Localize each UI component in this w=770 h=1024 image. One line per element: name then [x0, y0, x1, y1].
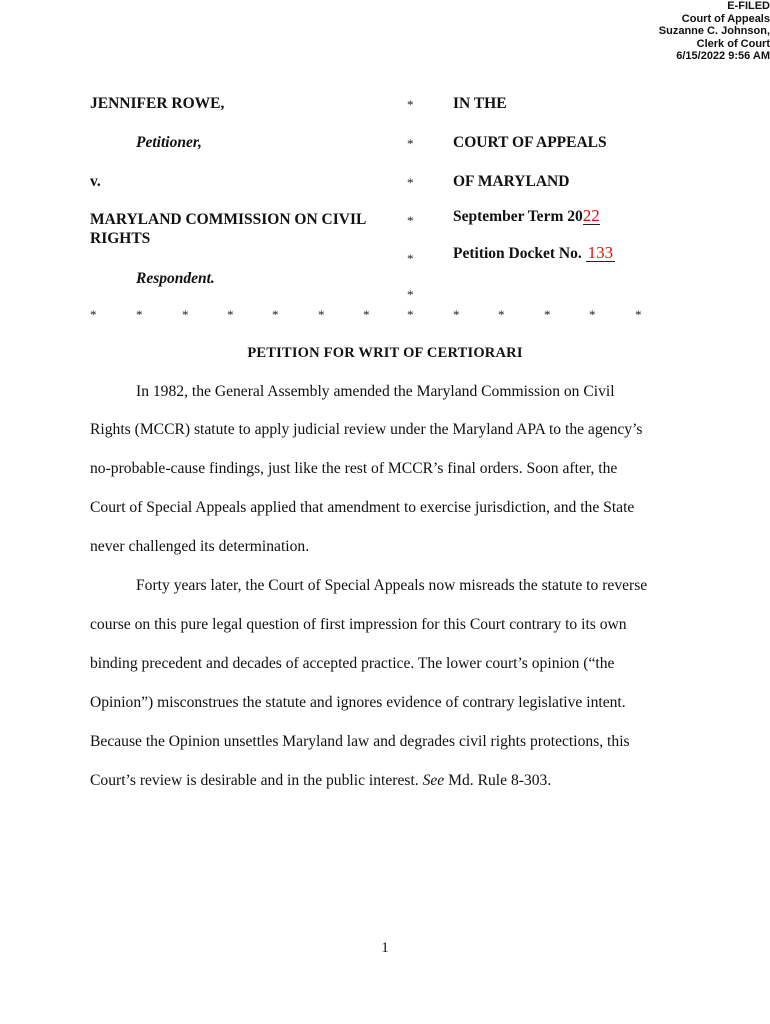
petitioner-role: Petitioner,: [136, 134, 202, 151]
body-line: course on this pure legal question of first impression for this Court contrary to its own: [90, 616, 627, 633]
term-prefix: September Term 20: [453, 208, 583, 225]
page-number: 1: [381, 940, 389, 956]
caption-star: *: [407, 175, 414, 190]
body-line: Forty years later, the Court of Special Appeals now misreads the statute to reverse: [136, 577, 648, 594]
respondent-role: Respondent.: [136, 270, 215, 287]
docket-prefix: Petition Docket No.: [453, 245, 582, 262]
caption-star: *: [407, 136, 414, 151]
caption-star: *: [407, 213, 414, 228]
separator-star: *: [544, 307, 551, 322]
efile-clerk-name: Suzanne C. Johnson,: [658, 25, 770, 37]
respondent-name-line1: MARYLAND COMMISSION ON CIVIL: [90, 211, 367, 228]
separator-star: *: [635, 307, 642, 322]
body-line-final: [90, 772, 551, 790]
separator-star: *: [363, 307, 370, 322]
separator-star: *: [90, 307, 97, 322]
court-line1: IN THE: [453, 95, 507, 112]
caption-star: *: [407, 287, 414, 302]
separator-star: *: [453, 307, 460, 322]
body-line: binding precedent and decades of accepted practice. The lower court’s opinion (“the: [90, 655, 615, 672]
separator-star: *: [182, 307, 189, 322]
separator-star: *: [227, 307, 234, 322]
body-line: Court of Special Appeals applied that amendment to exercise jurisdiction, and the State: [90, 499, 635, 516]
body-line: Opinion”) misconstrues the statute and ignores evidence of contrary legislative intent.: [90, 694, 626, 711]
caption-star: *: [407, 251, 414, 266]
document-title: PETITION FOR WRIT OF CERTIORARI: [247, 345, 523, 361]
efile-court: Court of Appeals: [681, 12, 770, 25]
body-line: In 1982, the General Assembly amended the Maryland Commission on Civil: [136, 383, 615, 400]
docket-number: 133: [587, 243, 614, 262]
see-signal: See: [422, 772, 445, 789]
separator-star: *: [498, 307, 505, 322]
court-line2: COURT OF APPEALS: [453, 134, 607, 151]
versus: v.: [90, 173, 101, 190]
rule-citation: Md. Rule 8-303.: [444, 772, 552, 789]
body-line: no-probable-cause findings, just like the rest of MCCR’s final orders. Soon after, the: [90, 460, 618, 477]
separator-star: *: [136, 307, 143, 322]
efile-label: E-FILED: [727, 0, 770, 12]
efile-timestamp: 6/15/2022 9:56 AM: [676, 50, 770, 62]
efile-clerk-title: Clerk of Court: [696, 37, 770, 50]
separator-star: *: [272, 307, 279, 322]
respondent-name-line2: RIGHTS: [90, 230, 151, 247]
separator-star: *: [318, 307, 325, 322]
efile-stamp: [659, 0, 770, 63]
body-line: Rights (MCCR) statute to apply judicial review under the Maryland APA to the agency’s: [90, 421, 643, 438]
petitioner-name: JENNIFER ROWE,: [90, 95, 225, 112]
body-line: Because the Opinion unsettles Maryland law and degrades civil rights protections, this: [90, 733, 630, 750]
body-line: never challenged its determination.: [90, 538, 310, 555]
separator-star: *: [589, 307, 596, 322]
body-line-text: Court’s review is desirable and in the public interest.: [90, 772, 423, 789]
term-year: 22: [582, 206, 600, 225]
separator-star: *: [407, 307, 414, 322]
term-field: [453, 208, 600, 226]
docket-field: [453, 245, 615, 263]
caption-star: *: [407, 97, 414, 112]
court-line3: OF MARYLAND: [453, 173, 570, 190]
